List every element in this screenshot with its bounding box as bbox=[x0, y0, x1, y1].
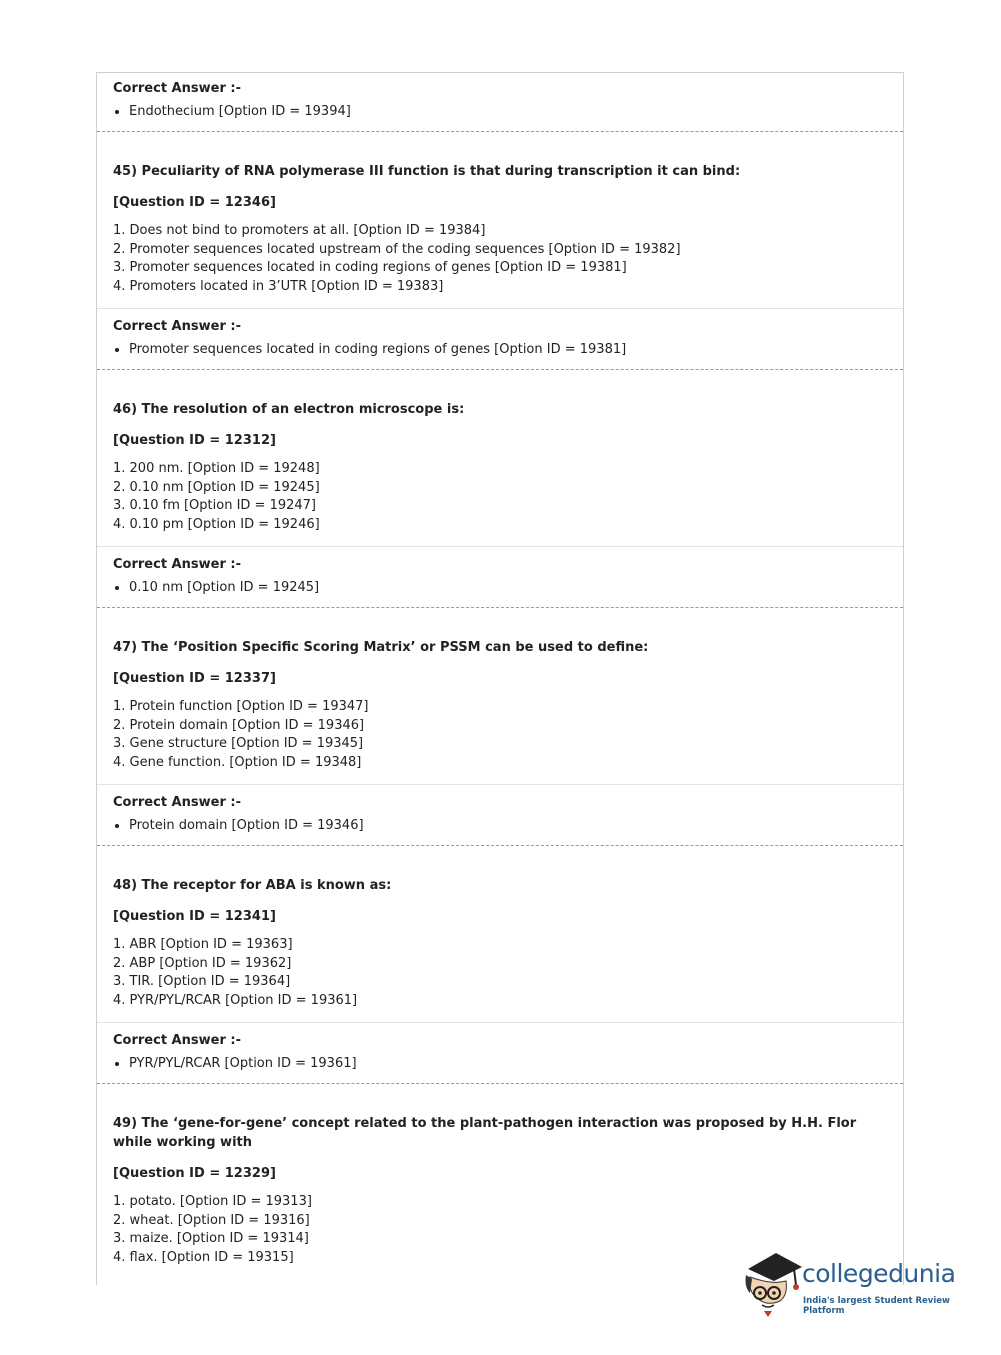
mascot-icon bbox=[742, 1247, 804, 1317]
option-item: 2. Protein domain [Option ID = 19346] bbox=[113, 717, 365, 733]
option-item: 1. potato. [Option ID = 19313] bbox=[113, 1194, 312, 1209]
option-item: 1. Does not bind to promoters at all. [Option ID = 19384] bbox=[113, 223, 486, 238]
answer-heading: Correct Answer :- bbox=[113, 557, 241, 572]
question-id: [Question ID = 12337] bbox=[113, 671, 276, 686]
collegedunia-logo[interactable] bbox=[742, 1247, 972, 1317]
question-text: 49) The ‘gene-for-gene’ concept related to the plant-pathogen interaction was proposed by H.H. Flor while working with bbox=[113, 1116, 857, 1150]
option-item: 1. ABR [Option ID = 19363] bbox=[113, 937, 293, 952]
answer-block-48 bbox=[97, 1023, 903, 1083]
option-item: 4. PYR/PYL/RCAR [Option ID = 19361] bbox=[113, 992, 358, 1008]
answer-block-47 bbox=[97, 785, 903, 845]
answer-block-46 bbox=[97, 547, 903, 607]
question-45 bbox=[97, 132, 903, 308]
option-item: 4. 0.10 pm [Option ID = 19246] bbox=[113, 516, 320, 532]
option-item: 4. Gene function. [Option ID = 19348] bbox=[113, 754, 362, 770]
option-item: 1. 200 nm. [Option ID = 19248] bbox=[113, 461, 320, 476]
question-id: [Question ID = 12341] bbox=[113, 909, 276, 924]
answer-heading: Correct Answer :- bbox=[113, 1033, 241, 1048]
correct-answer: • Protein domain [Option ID = 19346] bbox=[129, 816, 887, 835]
option-item: 3. Promoter sequences located in coding regions of genes [Option ID = 19381] bbox=[113, 260, 627, 275]
question-text: 47) The ‘Position Specific Scoring Matrix’ or PSSM can be used to define: bbox=[113, 640, 649, 655]
option-item: 2. 0.10 nm [Option ID = 19245] bbox=[113, 479, 320, 495]
option-item: 2. wheat. [Option ID = 19316] bbox=[113, 1212, 310, 1228]
correct-answer: • Promoter sequences located in coding regions of genes [Option ID = 19381] bbox=[129, 340, 887, 359]
question-id: [Question ID = 12312] bbox=[113, 433, 276, 448]
option-list bbox=[113, 936, 887, 1010]
answer-heading: Correct Answer :- bbox=[113, 81, 241, 96]
correct-answer: • PYR/PYL/RCAR [Option ID = 19361] bbox=[129, 1054, 887, 1073]
answer-block-45 bbox=[97, 309, 903, 369]
question-47 bbox=[97, 608, 903, 784]
question-id: [Question ID = 12346] bbox=[113, 195, 276, 210]
option-item: 3. TIR. [Option ID = 19364] bbox=[113, 974, 291, 989]
option-list bbox=[113, 222, 887, 296]
option-item: 1. Protein function [Option ID = 19347] bbox=[113, 699, 369, 714]
question-48 bbox=[97, 846, 903, 1022]
option-item: 2. ABP [Option ID = 19362] bbox=[113, 955, 292, 971]
correct-answer: • Endothecium [Option ID = 19394] bbox=[129, 102, 887, 121]
logo-tagline: India's largest Student Review Platform bbox=[803, 1296, 950, 1316]
question-paper-frame bbox=[96, 72, 904, 1285]
option-list bbox=[113, 698, 887, 772]
question-text: 48) The receptor for ABA is known as: bbox=[113, 878, 392, 893]
option-item: 2. Promoter sequences located upstream of the coding sequences [Option ID = 19382] bbox=[113, 241, 681, 257]
option-item: 3. maize. [Option ID = 19314] bbox=[113, 1231, 309, 1246]
answer-heading: Correct Answer :- bbox=[113, 795, 241, 810]
option-item: 3. Gene structure [Option ID = 19345] bbox=[113, 736, 364, 751]
question-id: [Question ID = 12329] bbox=[113, 1166, 276, 1181]
logo-wordmark: collegedunia bbox=[802, 1259, 956, 1288]
answer-block-44 bbox=[97, 73, 903, 131]
question-46 bbox=[97, 370, 903, 546]
correct-answer: • 0.10 nm [Option ID = 19245] bbox=[129, 578, 887, 597]
option-list bbox=[113, 460, 887, 534]
option-item: 3. 0.10 fm [Option ID = 19247] bbox=[113, 498, 317, 513]
answer-heading: Correct Answer :- bbox=[113, 319, 241, 334]
question-text: 45) Peculiarity of RNA polymerase III function is that during transcription it can bind: bbox=[113, 164, 741, 179]
question-text: 46) The resolution of an electron microscope is: bbox=[113, 402, 465, 417]
option-item: 4. Promoters located in 3’UTR [Option ID = 19383] bbox=[113, 278, 444, 294]
option-item: 4. flax. [Option ID = 19315] bbox=[113, 1249, 294, 1265]
